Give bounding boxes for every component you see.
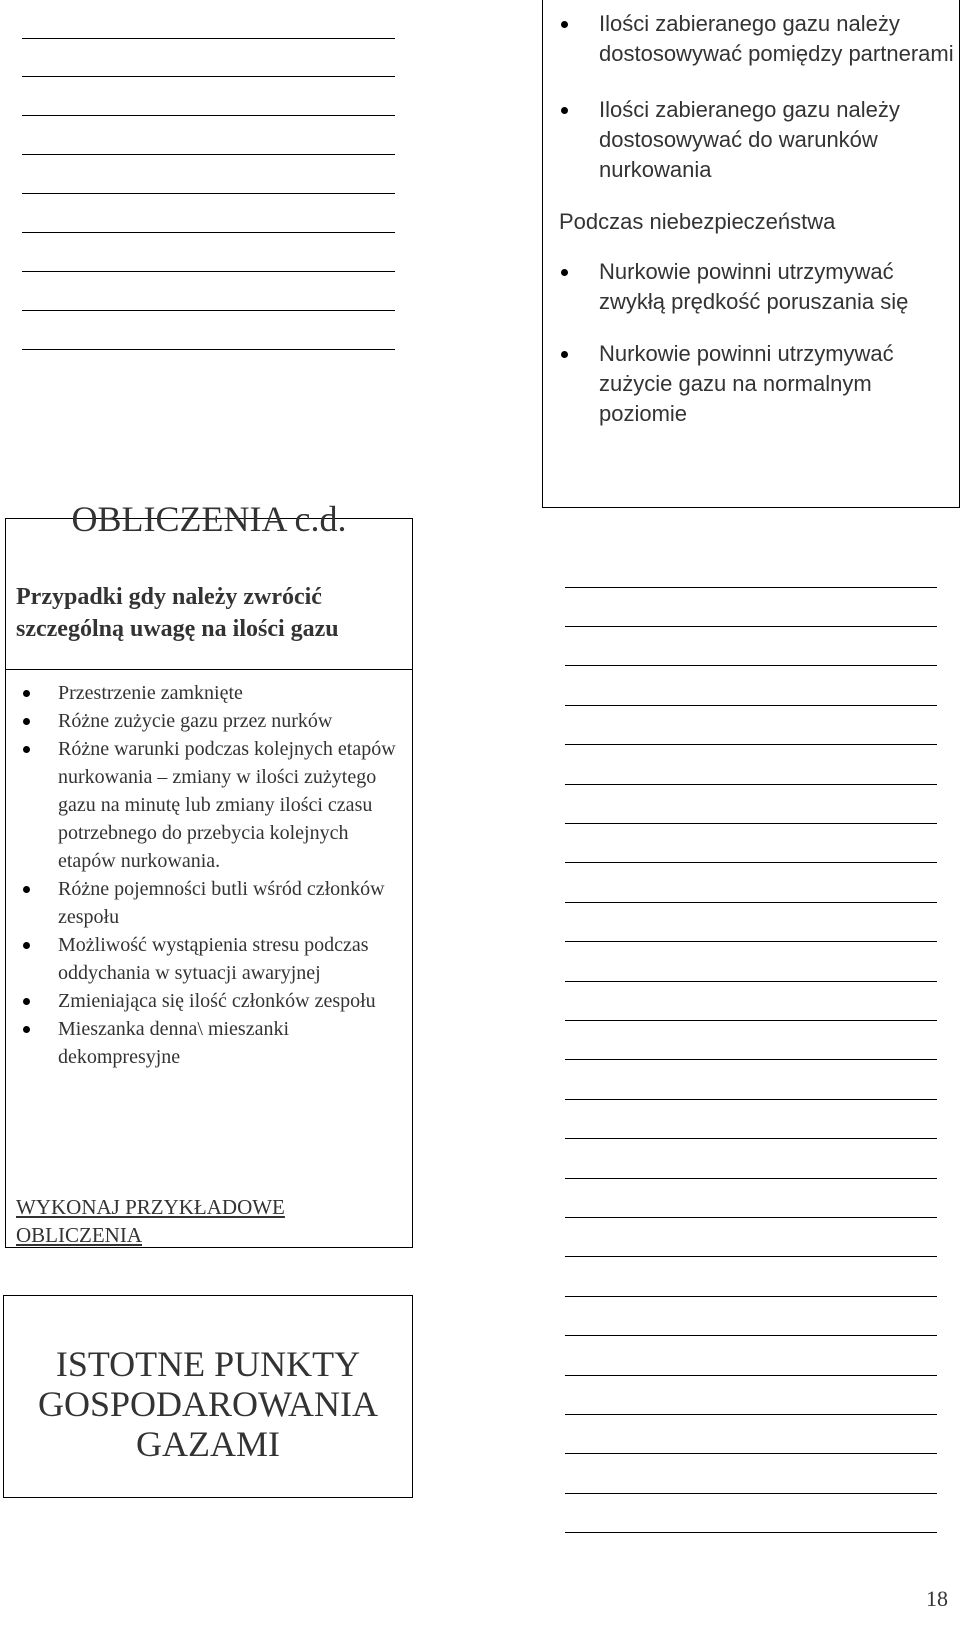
slide-title: OBLICZENIA c.d. [71,499,347,539]
list-item: Nurkowie powinni utrzymywać zużycie gazu na normalnym poziomie [543,339,959,429]
slide-top-right [542,0,960,508]
note-line [22,38,395,39]
note-line [565,1020,937,1021]
note-line [565,1099,937,1100]
note-line [565,981,937,982]
note-line [565,1296,937,1297]
note-line [22,310,395,311]
list-item: Przestrzenie zamknięte [16,679,404,707]
slide-heading: Podczas niebezpieczeństwa [559,209,836,234]
list-item: Zmieniająca się ilość członków zespołu [16,987,404,1015]
note-line [22,271,395,272]
note-line [22,115,395,116]
note-line [565,1138,937,1139]
note-line [565,744,937,745]
note-line [565,862,937,863]
note-line [565,784,937,785]
note-line [565,1335,937,1336]
exercise-link[interactable]: WYKONAJ PRZYKŁADOWE OBLICZENIA [16,1195,285,1247]
note-line [565,902,937,903]
note-line [22,232,395,233]
list-item: Ilości zabieranego gazu należy dostosowywać do warunków nurkowania [543,95,959,185]
note-line [22,76,395,77]
list-item: Różne pojemności butli wśród członków zespołu [16,875,404,931]
note-line [565,1217,937,1218]
note-line [22,193,395,194]
note-line [565,1178,937,1179]
slide-calculations [5,499,413,1248]
divider [6,669,412,670]
note-line [22,349,395,350]
note-line [565,1453,937,1454]
list-item: Różne zużycie gazu przez nurków [16,707,404,735]
page-number: 18 [926,1586,948,1611]
note-line [565,1375,937,1376]
note-line [565,705,937,706]
note-line [22,154,395,155]
list-item: Ilości zabieranego gazu należy dostosowywać pomiędzy partnerami [543,9,959,69]
slide-subtitle: Przypadki gdy należy zwrócić szczególną uwagę na ilości gazu [16,584,339,642]
note-line [565,1493,937,1494]
note-line [565,587,937,588]
note-line [565,1414,937,1415]
note-line [565,941,937,942]
slide-title: ISTOTNE PUNKTY GOSPODAROWANIA GAZAMI [37,1344,378,1464]
note-line [565,1256,937,1257]
slide-key-points [3,1295,413,1498]
note-line [565,665,937,666]
note-line [565,1532,937,1533]
list-item: Różne warunki podczas kolejnych etapów nurkowania – zmiany w ilości zużytego gazu na minutę lub zmiany ilości czasu potrzebnego do przebycia kolejnych etapów nurkowania. [16,735,404,875]
list-item: Mieszanka denna\ mieszanki dekompresyjne [16,1015,404,1071]
list-item: Nurkowie powinni utrzymywać zwykłą prędkość poruszania się [543,257,959,317]
bullet-list-cases [16,679,404,1071]
bullet-list-danger [543,257,959,429]
bullet-list-partners [543,9,959,185]
note-line [565,1059,937,1060]
note-line [565,823,937,824]
note-line [565,626,937,627]
list-item: Możliwość wystąpienia stresu podczas oddychania w sytuacji awaryjnej [16,931,404,987]
